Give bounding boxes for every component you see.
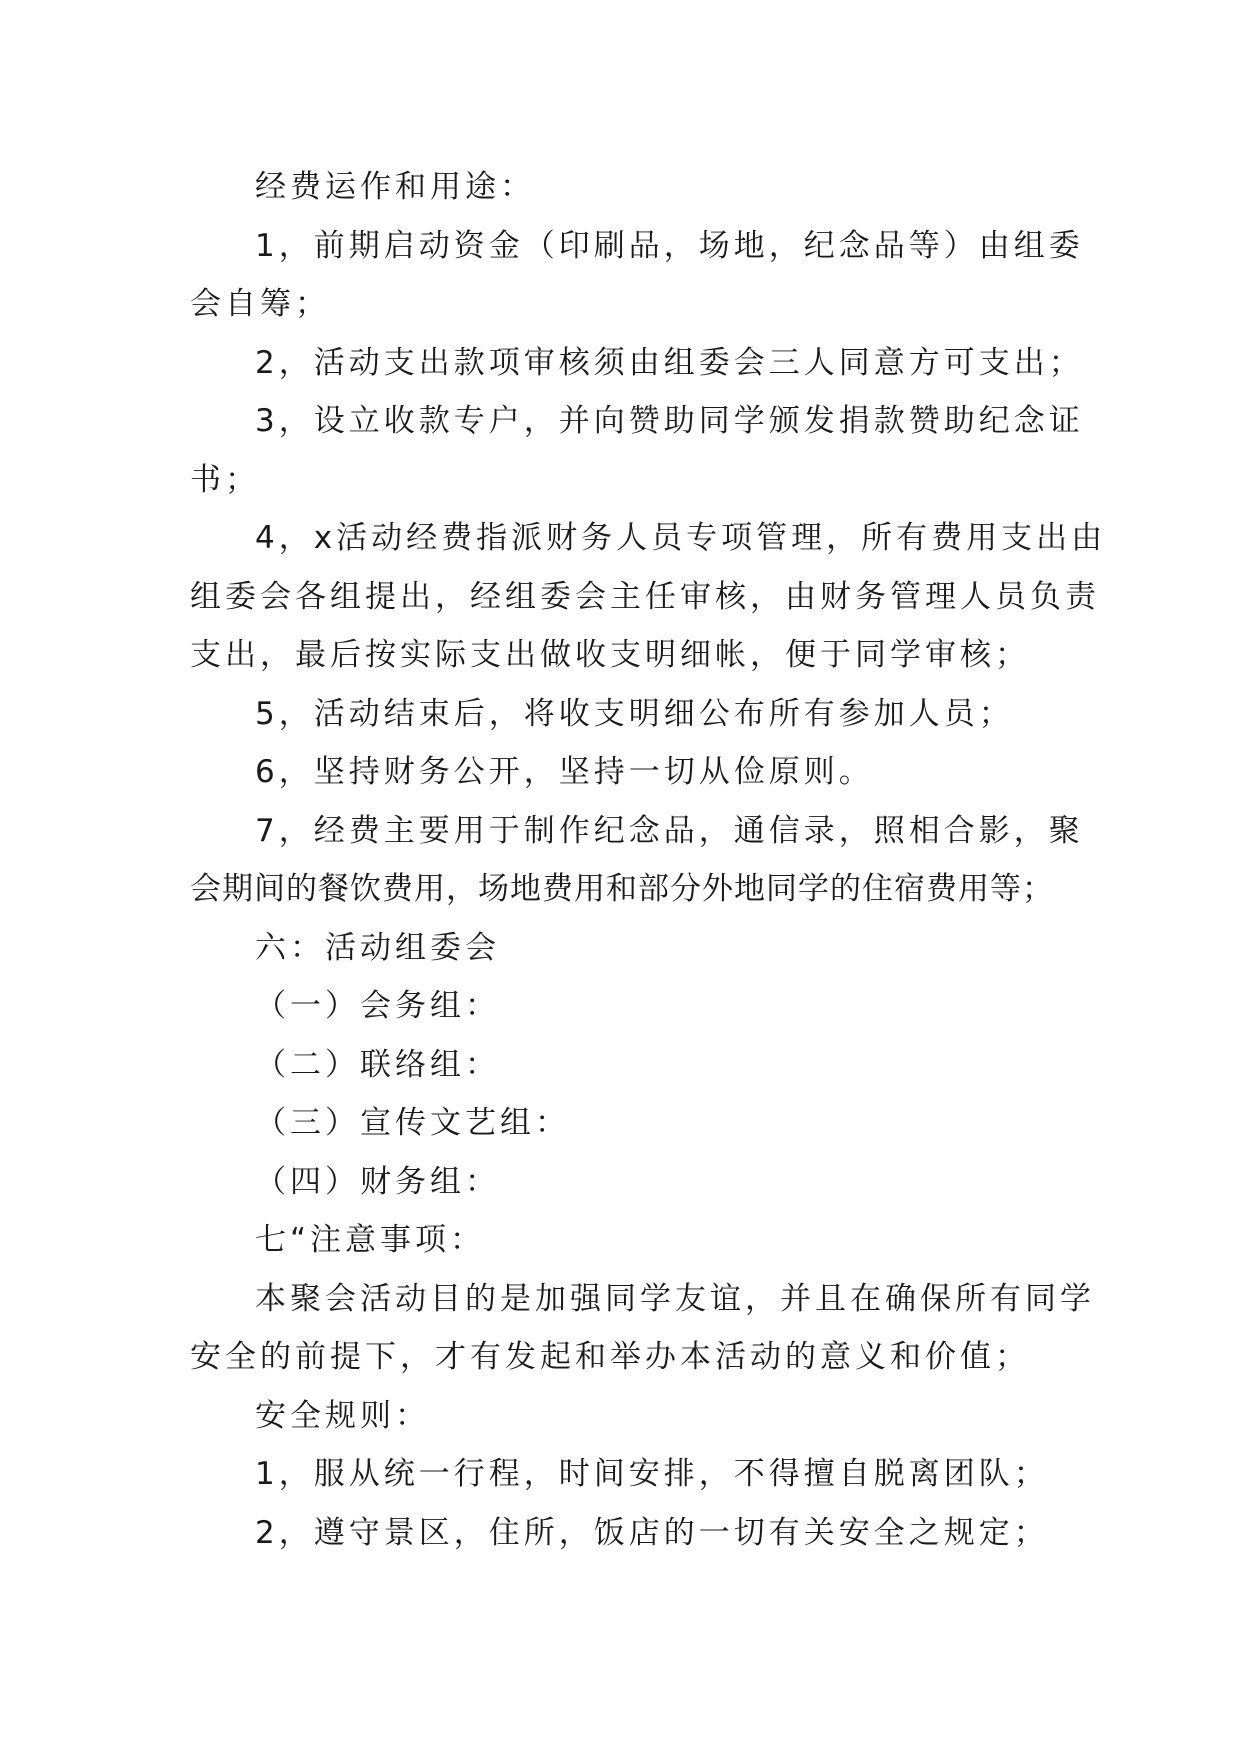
paragraph-line: 7，经费主要用于制作纪念品，通信录，照相合影，聚 <box>255 812 1084 849</box>
document-body <box>190 158 1107 1562</box>
paragraph-line: 支出，最后按实际支出做收支明细帐，便于同学审核； <box>190 637 1030 673</box>
paragraph-line: 会期间的餐饮费用，场地费用和部分外地同学的住宿费用等； <box>190 871 1054 907</box>
section-heading: 七“注意事项： <box>255 1222 486 1258</box>
paragraph-line: 会自筹； <box>190 286 330 322</box>
paragraph-line: 经费运作和用途： <box>255 169 535 205</box>
list-item: 1，服从统一行程，时间安排，不得擅自脱离团队； <box>255 1456 1049 1492</box>
paragraph-line: 3，设立收款专户，并向赞助同学颁发捐款赞助纪念证 <box>255 403 1084 439</box>
list-item: （二）联络组： <box>255 1046 500 1083</box>
section-heading: 安全规则： <box>255 1397 430 1434</box>
paragraph-line: 4，x活动经费指派财务人员专项管理，所有费用支出由 <box>255 520 1107 556</box>
paragraph-line: 2，活动支出款项审核须由组委会三人同意方可支出； <box>255 344 1084 381</box>
list-item: 2，遵守景区，住所，饭店的一切有关安全之规定； <box>255 1514 1049 1551</box>
list-item: （四）财务组： <box>255 1163 500 1200</box>
list-item: （一）会务组： <box>255 988 500 1024</box>
paragraph-line: 组委会各组提出，经组委会主任审核，由财务管理人员负责 <box>190 578 1100 615</box>
paragraph-line: 5，活动结束后，将收支明细公布所有参加人员； <box>255 695 1014 732</box>
paragraph-line: 6，坚持财务公开，坚持一切从俭原则。 <box>255 754 874 790</box>
paragraph-line: 本聚会活动目的是加强同学友谊，并且在确保所有同学 <box>255 1280 1095 1317</box>
paragraph-line: 安全的前提下，才有发起和举办本活动的意义和价值； <box>190 1339 1030 1375</box>
section-heading: 六：活动组委会 <box>255 929 500 966</box>
paragraph-line: 书； <box>190 461 260 498</box>
list-item: （三）宣传文艺组： <box>255 1105 570 1141</box>
paragraph-line: 1，前期启动资金（印刷品，场地，纪念品等）由组委 <box>255 227 1084 264</box>
